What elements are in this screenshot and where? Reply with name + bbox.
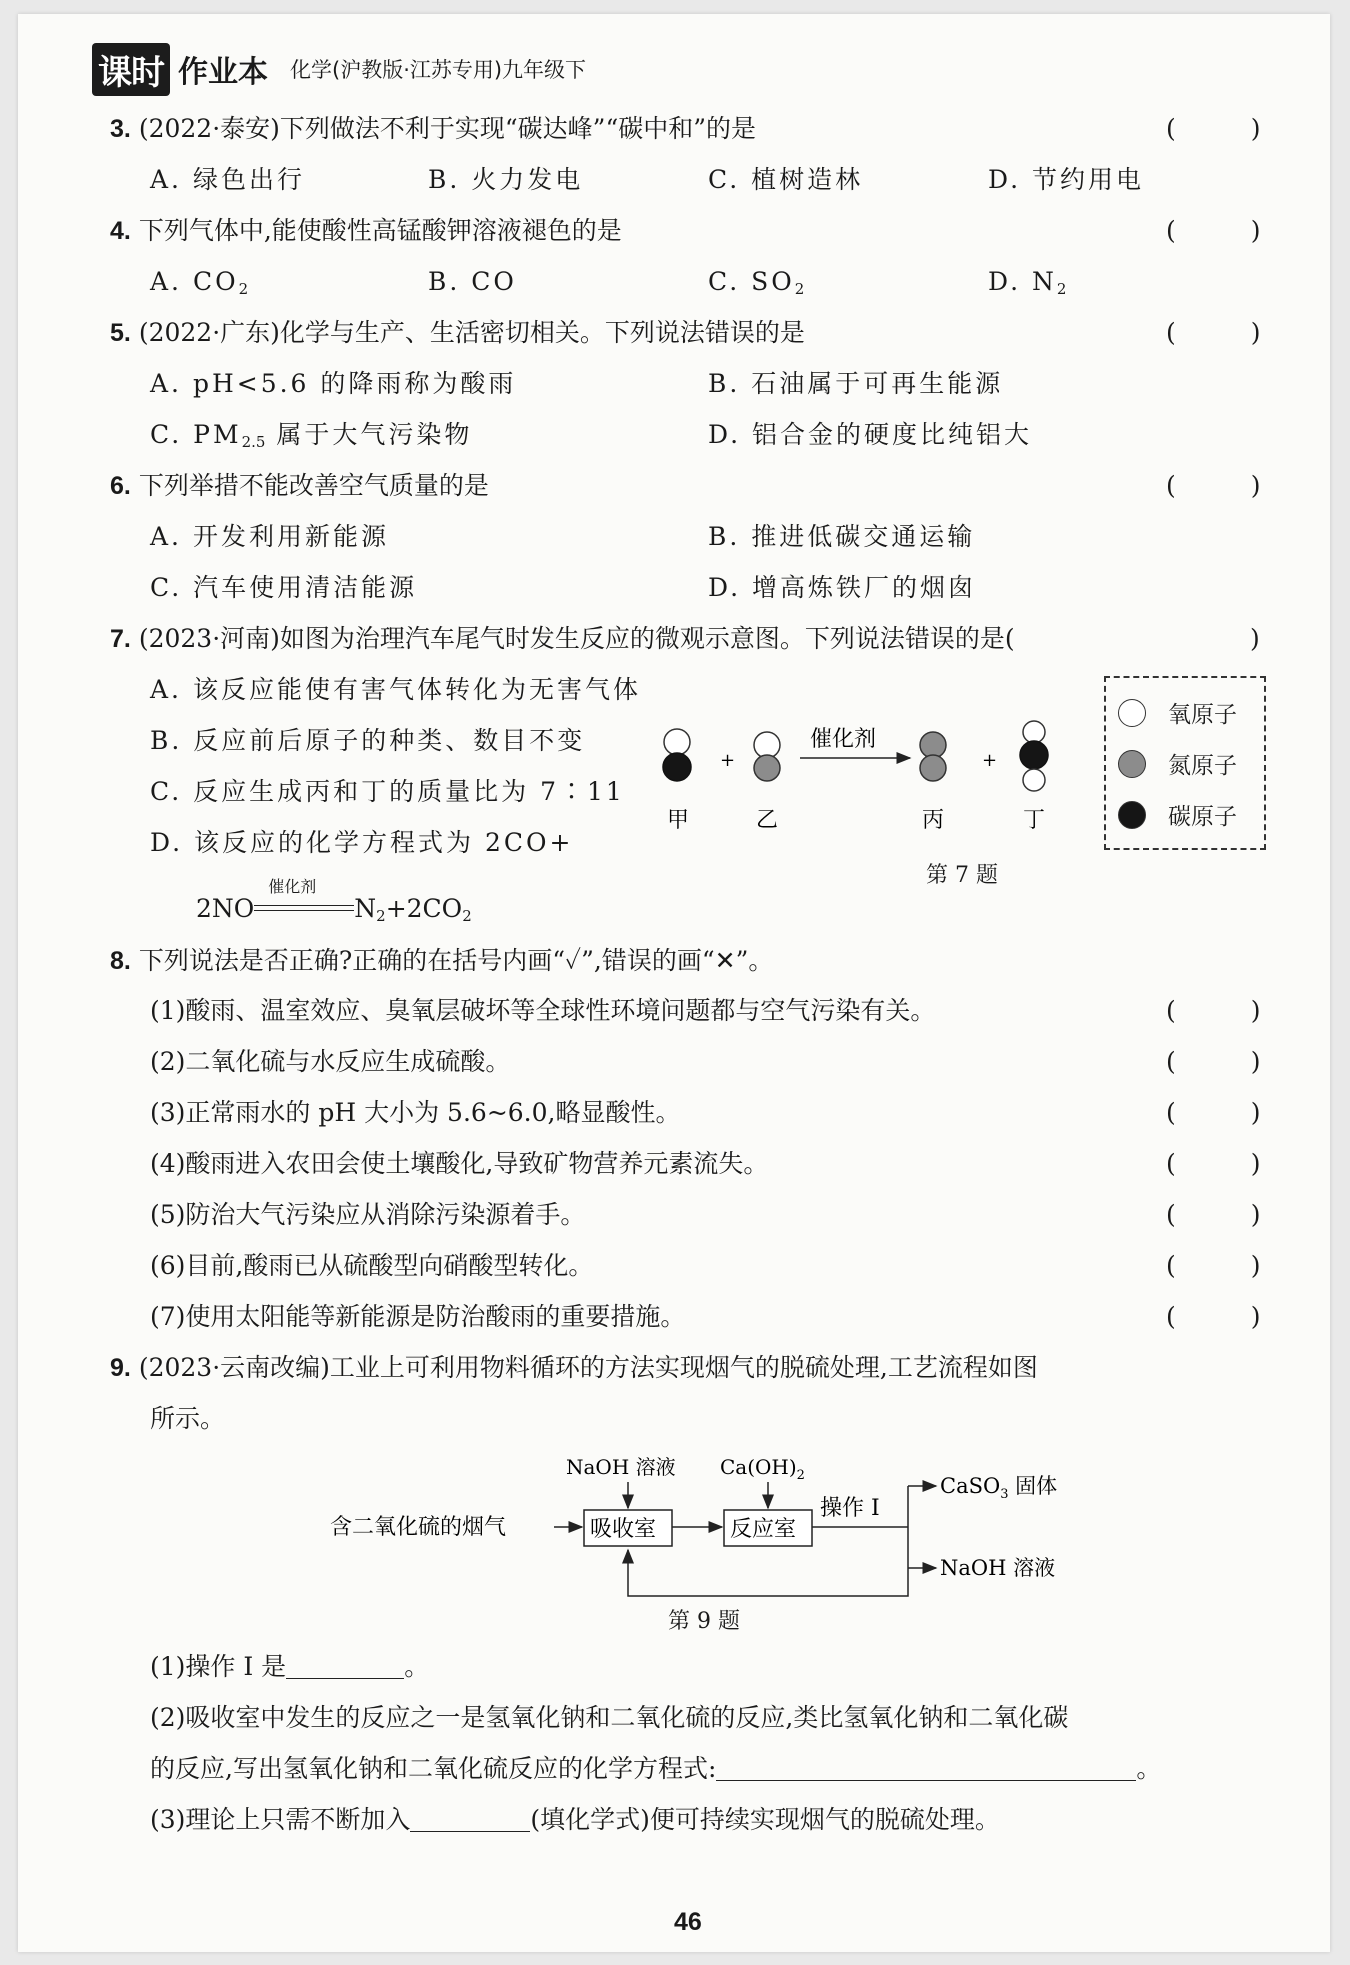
- question-7-option-d: D. 该反应的化学方程式为 2CO+: [150, 828, 574, 857]
- nitrogen-atom: [754, 755, 780, 781]
- question-6-stem: 6. 下列举措不能改善空气质量的是: [110, 471, 489, 500]
- question-4-option-b: B. CO: [428, 267, 517, 296]
- page-header: [92, 44, 586, 94]
- nitrogen-atom: [920, 732, 946, 758]
- question-4-option-d: D. $N_2$: [988, 267, 1067, 298]
- question-4-stem: 4. 下列气体中,能使酸性高锰酸钾溶液褪色的是: [110, 216, 622, 245]
- logo-box: 课时: [92, 43, 170, 96]
- question-9-part-1: (1)操作 I 是 。: [150, 1652, 430, 1681]
- page-number: 46: [674, 1908, 702, 1936]
- flue-gas-label: 含二氧化硫的烟气: [330, 1515, 507, 1540]
- absorber-label: 吸收室: [590, 1517, 657, 1542]
- answer-blank[interactable]: [286, 1654, 404, 1679]
- answer-paren[interactable]: ( ): [1166, 1149, 1261, 1178]
- carbon-atom: [1020, 741, 1048, 769]
- question-7-equation: 2NO 催化剂 $N_2+2CO_2$: [196, 877, 472, 925]
- answer-paren[interactable]: ( ): [1166, 1251, 1261, 1280]
- question-6-option-b: B. 推进低碳交通运输: [708, 522, 976, 551]
- answer-paren[interactable]: ( ): [1166, 1047, 1261, 1076]
- carbon-icon: [1118, 801, 1146, 829]
- legend-nitrogen: 氮原子: [1118, 747, 1237, 780]
- label-yi: 乙: [756, 808, 779, 833]
- question-3-stem: 3. (2022·泰安)下列做法不利于实现“碳达峰”“碳中和”的是: [110, 114, 757, 143]
- plus-sign: +: [720, 750, 736, 771]
- question-5-option-b: B. 石油属于可再生能源: [708, 369, 1004, 398]
- question-5-option-d: D. 铝合金的硬度比纯铝大: [708, 420, 1033, 449]
- question-9-part-3: (3)理论上只需不断加入 (填化学式)便可持续实现烟气的脱硫处理。: [150, 1805, 1000, 1834]
- question-7-option-a: A. 该反应能使有害气体转化为无害气体: [150, 675, 641, 704]
- question-8-item: (5)防治大气污染应从消除污染源着手。: [150, 1200, 586, 1229]
- answer-paren[interactable]: ( ): [1166, 318, 1261, 347]
- question-8-stem: 8. 下列说法是否正确?正确的在括号内画“✓”,错误的画“✕”。: [110, 946, 774, 975]
- recycle-line: [628, 1550, 908, 1596]
- figure-9-caption: 第 9 题: [668, 1609, 740, 1634]
- answer-paren[interactable]: ( ): [1166, 1098, 1261, 1127]
- atom-legend: [1104, 676, 1266, 850]
- question-9-stem-cont: 所示。: [150, 1404, 226, 1433]
- question-6-option-d: D. 增高炼铁厂的烟囱: [708, 573, 977, 602]
- legend-oxygen: 氧原子: [1118, 696, 1237, 729]
- caoh2-input-label: $Ca(OH)_2$: [720, 1455, 805, 1483]
- question-8-item: (7)使用太阳能等新能源是防治酸雨的重要措施。: [150, 1302, 686, 1331]
- answer-paren[interactable]: ( ): [1166, 471, 1261, 500]
- catalyst-label: 催化剂: [810, 727, 877, 752]
- question-3-option-a: A. 绿色出行: [150, 165, 305, 194]
- question-5-stem: 5. (2022·广东)化学与生产、生活密切相关。下列说法错误的是: [110, 318, 805, 347]
- label-ding: 丁: [1023, 808, 1046, 833]
- question-7-option-b: B. 反应前后原子的种类、数目不变: [150, 726, 586, 755]
- legend-carbon: 碳原子: [1118, 798, 1237, 831]
- logo-text: 作业本: [178, 55, 268, 90]
- question-8-item: (1)酸雨、温室效应、臭氧层破坏等全球性环境问题都与空气污染有关。: [150, 996, 936, 1025]
- operation-label: 操作 I: [820, 1496, 880, 1521]
- answer-blank[interactable]: [410, 1807, 530, 1832]
- question-3-option-c: C. 植树造林: [708, 165, 864, 194]
- oxygen-icon: [1118, 699, 1146, 727]
- answer-paren[interactable]: ( ): [1166, 996, 1261, 1025]
- plus-sign: +: [982, 750, 998, 771]
- label-jia: 甲: [667, 808, 690, 833]
- question-5-option-c: C. $PM_{2.5}$ 属于大气污染物: [150, 420, 473, 451]
- nitrogen-atom: [920, 755, 946, 781]
- naoh-output-label: NaOH 溶液: [940, 1556, 1056, 1580]
- question-7-stem: 7. (2023·河南)如图为治理汽车尾气时发生反应的微观示意图。下列说法错误的是(: [110, 624, 1015, 653]
- reactor-label: 反应室: [730, 1517, 797, 1542]
- answer-paren-close[interactable]: ): [1250, 624, 1260, 653]
- question-6-option-a: A. 开发利用新能源: [150, 522, 389, 551]
- answer-paren[interactable]: ( ): [1166, 1200, 1261, 1229]
- q7-reaction-diagram: [650, 710, 1080, 840]
- question-5-option-a: A. pH<5.6 的降雨称为酸雨: [150, 369, 517, 398]
- nitrogen-icon: [1118, 750, 1146, 778]
- answer-paren[interactable]: ( ): [1166, 114, 1261, 143]
- question-6-option-c: C. 汽车使用清洁能源: [150, 573, 418, 602]
- answer-paren[interactable]: ( ): [1166, 1302, 1261, 1331]
- question-9-stem: 9. (2023·云南改编)工业上可利用物料循环的方法实现烟气的脱硫处理,工艺流程如图: [110, 1353, 1038, 1382]
- question-8-item: (2)二氧化硫与水反应生成硫酸。: [150, 1047, 511, 1076]
- question-7-option-c: C. 反应生成丙和丁的质量比为 7∶11: [150, 777, 625, 806]
- question-9-part-2: (2)吸收室中发生的反应之一是氢氧化钠和二氧化硫的反应,类比氢氧化钠和二氧化碳: [150, 1703, 1069, 1732]
- question-4-option-a: A. $CO_2$: [150, 267, 249, 298]
- answer-blank[interactable]: [716, 1756, 1136, 1781]
- oxygen-atom: [754, 732, 780, 758]
- figure-7-caption: 第 7 题: [926, 863, 998, 888]
- question-9-part-2-cont: 的反应,写出氢氧化钠和二氧化硫反应的化学方程式: 。: [150, 1754, 1162, 1783]
- label-bing: 丙: [922, 808, 945, 833]
- subject-title: 化学(沪教版·江苏专用)九年级下: [290, 58, 587, 82]
- carbon-atom: [663, 753, 691, 781]
- caso3-output-label: CaSO$_3$ 固体: [940, 1474, 1058, 1502]
- question-8-item: (3)正常雨水的 pH 大小为 5.6~6.0,略显酸性。: [150, 1098, 681, 1127]
- question-8-item: (6)目前,酸雨已从硫酸型向硝酸型转化。: [150, 1251, 594, 1280]
- question-8-item: (4)酸雨进入农田会使土壤酸化,导致矿物营养元素流失。: [150, 1149, 769, 1178]
- question-3-option-b: B. 火力发电: [428, 165, 584, 194]
- naoh-input-label: NaOH 溶液: [566, 1455, 676, 1479]
- oxygen-atom: [664, 729, 690, 755]
- answer-paren[interactable]: ( ): [1166, 216, 1261, 245]
- question-4-option-c: C. $SO_2$: [708, 267, 805, 298]
- oxygen-atom: [1023, 721, 1045, 743]
- oxygen-atom: [1023, 769, 1045, 791]
- question-3-option-d: D. 节约用电: [988, 165, 1145, 194]
- q9-process-flow: [330, 1450, 1090, 1630]
